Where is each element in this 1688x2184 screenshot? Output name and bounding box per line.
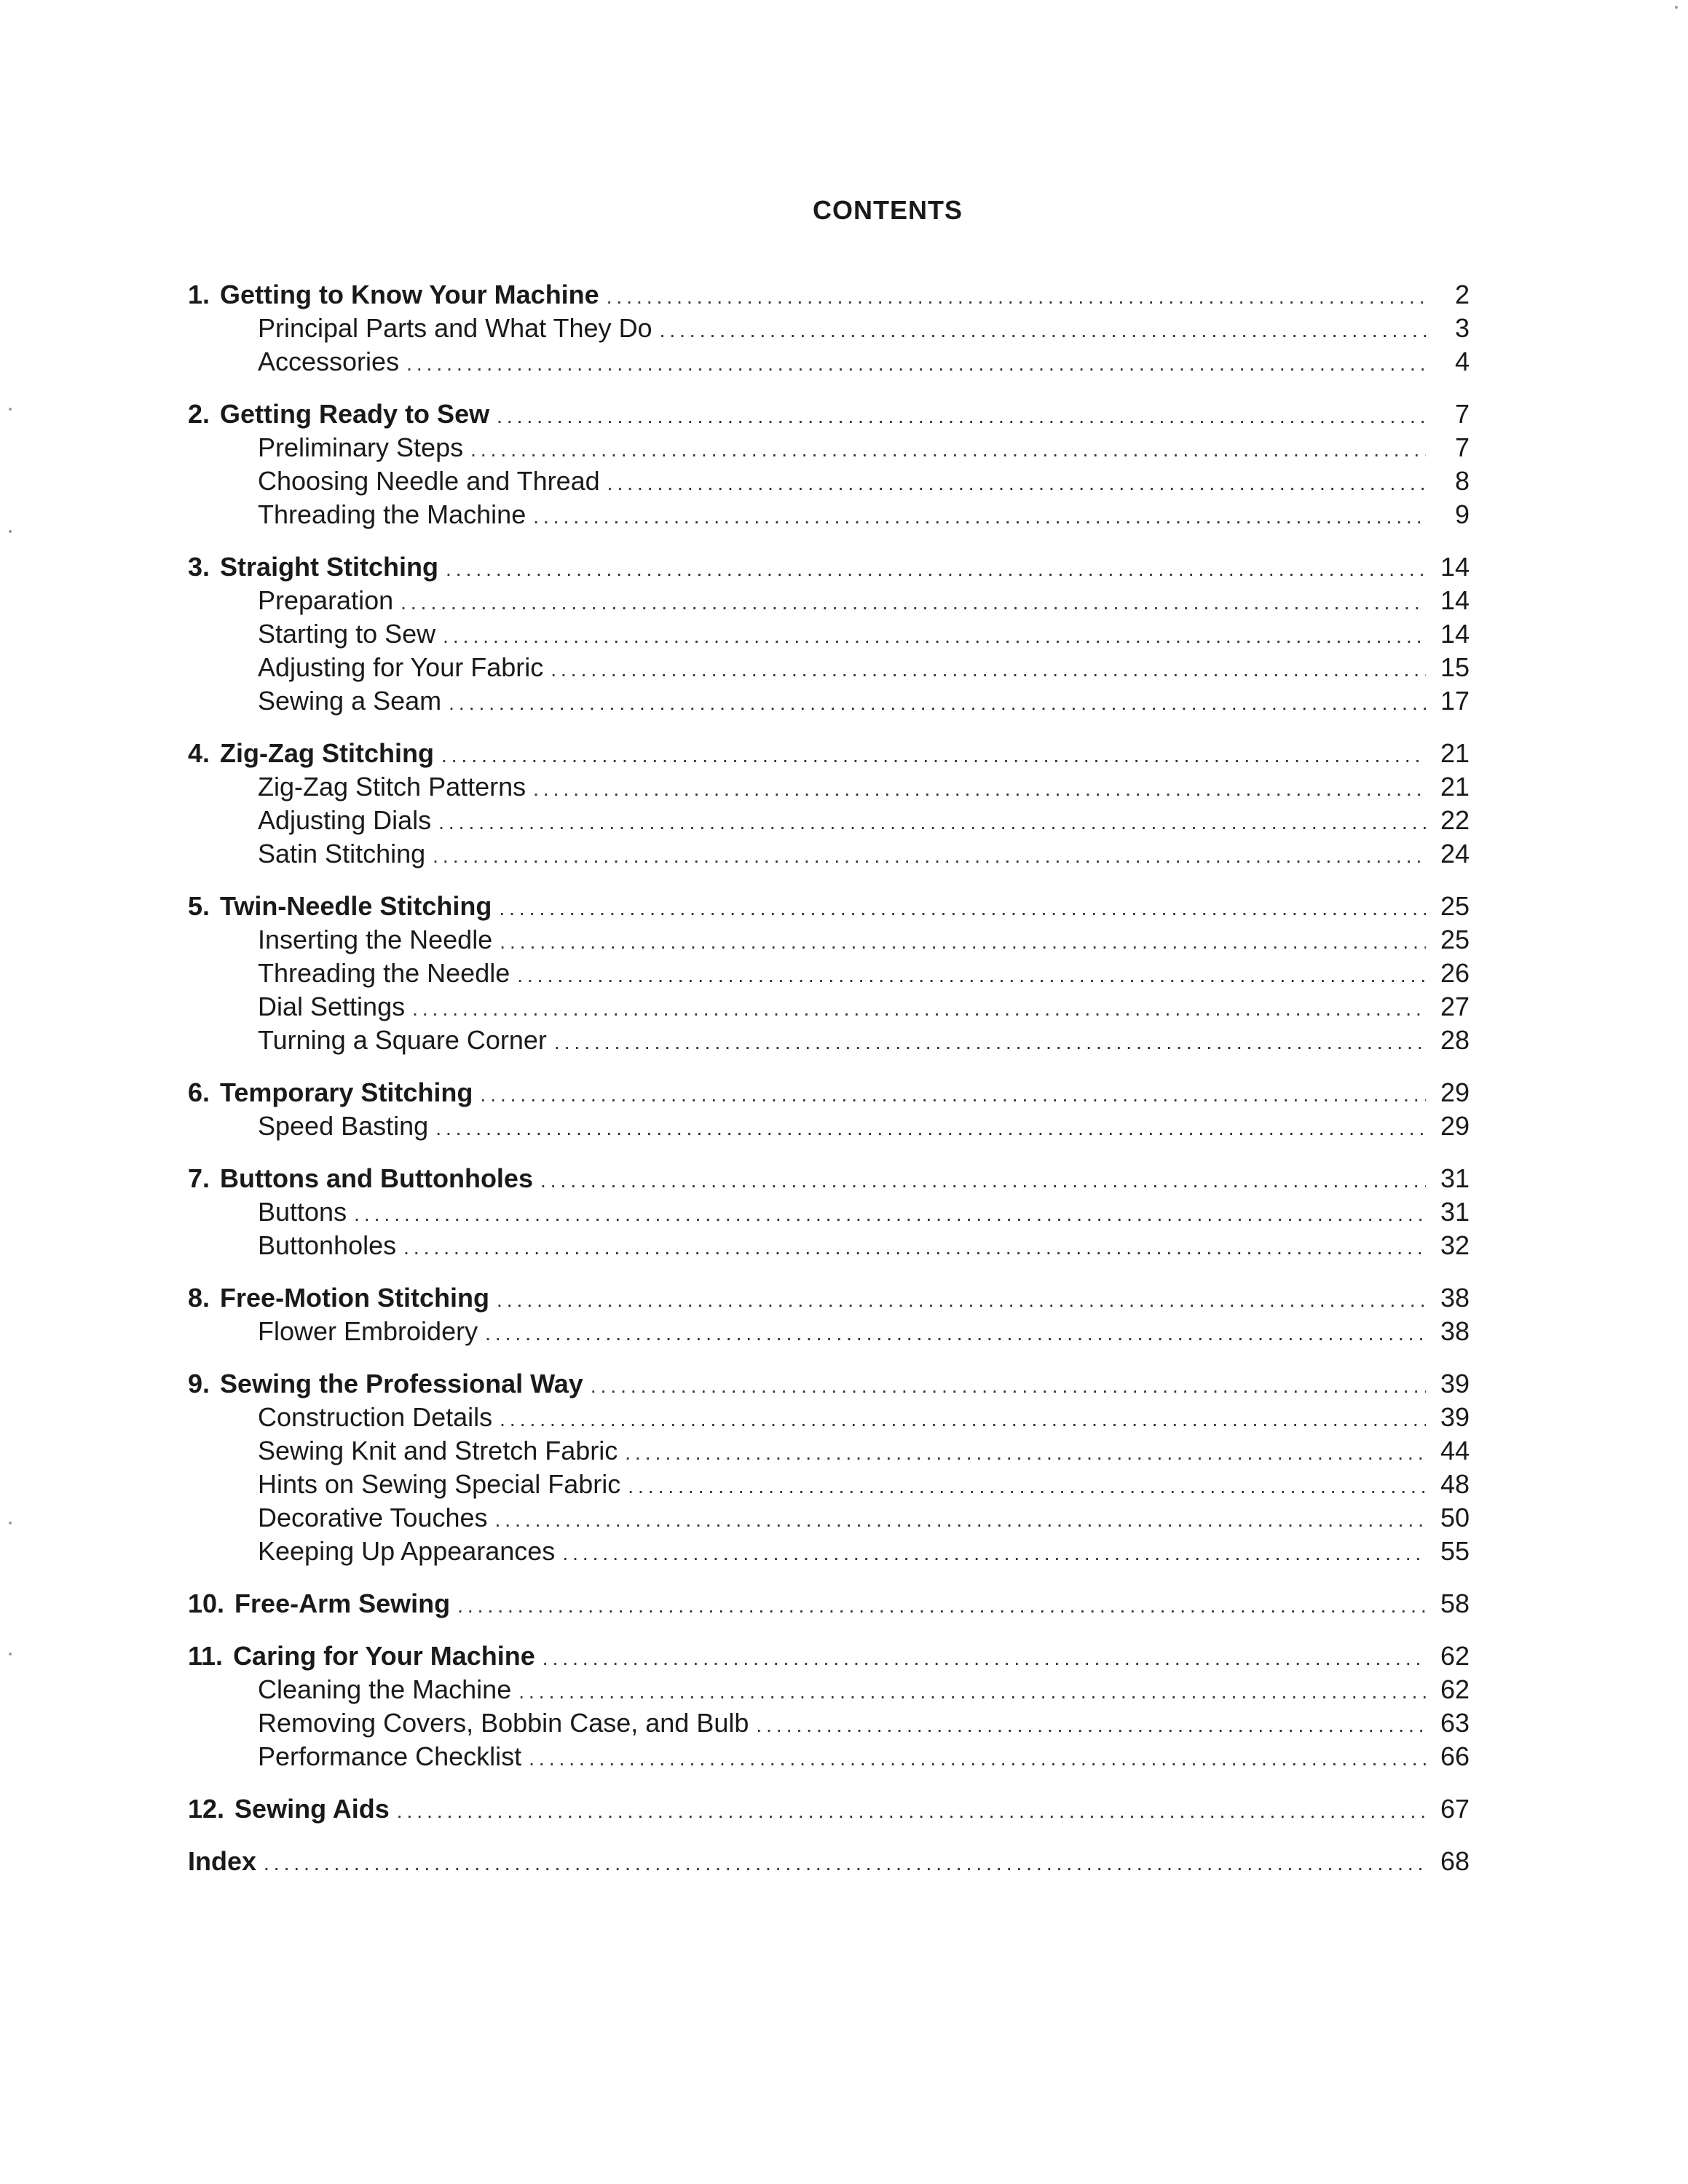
dot-leader — [264, 1847, 1426, 1880]
entry-title: Speed Basting — [258, 1111, 429, 1141]
entry-title: Performance Checklist — [258, 1741, 522, 1771]
toc-section-heading — [188, 1587, 1470, 1621]
page-number: 67 — [1440, 1794, 1470, 1824]
toc-entry — [188, 1501, 1470, 1535]
toc-section-heading — [188, 890, 1470, 923]
toc-section-heading — [188, 278, 1470, 312]
entry-title: Preparation — [258, 585, 394, 615]
dot-leader — [500, 1403, 1426, 1436]
page-number: 55 — [1440, 1536, 1470, 1566]
section-number: 4. — [188, 738, 210, 768]
toc-section-heading — [188, 1792, 1470, 1826]
entry-title: Choosing Needle and Thread — [258, 466, 600, 496]
page-number: 3 — [1454, 313, 1470, 343]
section-title: Getting Ready to Sew — [220, 399, 490, 429]
toc-entry — [188, 431, 1470, 464]
toc-entry — [188, 1024, 1470, 1057]
entry-title: Hints on Sewing Special Fabric — [258, 1469, 621, 1499]
entry-title: Decorative Touches — [258, 1503, 488, 1532]
entry-title: Adjusting for Your Fabric — [258, 652, 544, 682]
section-title: Straight Stitching — [220, 552, 439, 582]
page-number: 14 — [1440, 619, 1470, 649]
dot-leader — [551, 653, 1426, 687]
table-of-contents — [188, 278, 1470, 1897]
section-number: 1. — [188, 280, 210, 309]
dot-leader — [441, 739, 1426, 772]
page-number: 32 — [1440, 1230, 1470, 1260]
toc-entry — [188, 1434, 1470, 1468]
dot-leader — [499, 892, 1426, 925]
entry-title: Starting to Sew — [258, 619, 436, 649]
page-number: 66 — [1440, 1741, 1470, 1771]
scan-speck — [9, 1653, 12, 1655]
section-title: Twin-Needle Stitching — [220, 891, 492, 921]
section-number: 10. — [188, 1588, 225, 1618]
toc-index-row — [188, 1845, 1470, 1878]
page-number: 7 — [1454, 432, 1470, 462]
dot-leader — [403, 1231, 1426, 1265]
section-number: 3. — [188, 552, 210, 582]
entry-title: Dial Settings — [258, 992, 406, 1021]
entry-title: Cleaning the Machine — [258, 1674, 512, 1704]
page-number: 39 — [1440, 1369, 1470, 1398]
page-number: 63 — [1440, 1708, 1470, 1738]
toc-entry — [188, 957, 1470, 990]
dot-leader — [660, 314, 1426, 347]
dot-leader — [543, 1642, 1426, 1675]
page-number: 62 — [1440, 1641, 1470, 1671]
toc-entry — [188, 1401, 1470, 1434]
page-number: 29 — [1440, 1111, 1470, 1141]
page-number: 4 — [1454, 347, 1470, 376]
dot-leader — [480, 1078, 1426, 1112]
toc-index-section — [188, 1845, 1470, 1878]
page-number: 38 — [1440, 1316, 1470, 1346]
dot-leader — [497, 400, 1426, 433]
toc-section-heading — [188, 1281, 1470, 1315]
dot-leader — [433, 839, 1426, 873]
toc-section — [188, 1587, 1470, 1621]
dot-leader — [497, 1283, 1426, 1317]
page-number: 26 — [1440, 958, 1470, 988]
entry-title: Zig-Zag Stitch Patterns — [258, 772, 526, 802]
toc-section — [188, 1076, 1470, 1143]
section-title: Free-Arm Sewing — [234, 1588, 451, 1618]
entry-title: Satin Stitching — [258, 839, 426, 869]
page-title: CONTENTS — [813, 195, 963, 225]
page-number: 25 — [1440, 891, 1470, 921]
index-label: Index — [188, 1846, 257, 1876]
toc-entry — [188, 923, 1470, 957]
entry-title: Accessories — [258, 347, 400, 376]
dot-leader — [470, 433, 1426, 467]
toc-entry — [188, 1315, 1470, 1348]
toc-section — [188, 550, 1470, 718]
toc-entry — [188, 1740, 1470, 1773]
toc-section-heading — [188, 397, 1470, 431]
section-title: Sewing Aids — [234, 1794, 390, 1824]
toc-section — [188, 278, 1470, 379]
page-number: 38 — [1440, 1283, 1470, 1313]
page-number: 27 — [1440, 992, 1470, 1021]
page-number: 62 — [1440, 1674, 1470, 1704]
page-number: 21 — [1440, 738, 1470, 768]
toc-entry — [188, 1229, 1470, 1262]
entry-title: Threading the Needle — [258, 958, 510, 988]
page-number: 29 — [1440, 1077, 1470, 1107]
dot-leader — [625, 1436, 1426, 1470]
page-number: 44 — [1440, 1436, 1470, 1465]
toc-entry — [188, 464, 1470, 498]
section-title: Sewing the Professional Way — [220, 1369, 583, 1398]
page-number: 24 — [1440, 839, 1470, 869]
dot-leader — [457, 1589, 1426, 1623]
page-number: 8 — [1454, 466, 1470, 496]
toc-section-heading — [188, 550, 1470, 584]
dot-leader — [485, 1317, 1426, 1350]
section-number: 8. — [188, 1283, 210, 1313]
entry-title: Buttons — [258, 1197, 347, 1227]
entry-title: Removing Covers, Bobbin Case, and Bulb — [258, 1708, 749, 1738]
entry-title: Flower Embroidery — [258, 1316, 478, 1346]
toc-section-heading — [188, 737, 1470, 770]
toc-entry — [188, 617, 1470, 651]
toc-section — [188, 890, 1470, 1057]
dot-leader — [354, 1198, 1426, 1231]
toc-entry — [188, 312, 1470, 345]
toc-section — [188, 1162, 1470, 1262]
entry-title: Sewing a Seam — [258, 686, 442, 716]
dot-leader — [533, 772, 1426, 806]
section-number: 12. — [188, 1794, 225, 1824]
dot-leader — [443, 620, 1426, 653]
dot-leader — [591, 1369, 1426, 1403]
toc-section-heading — [188, 1367, 1470, 1401]
toc-section-heading — [188, 1162, 1470, 1195]
entry-title: Construction Details — [258, 1402, 493, 1432]
page-number: 22 — [1440, 805, 1470, 835]
toc-entry — [188, 684, 1470, 718]
page-number: 58 — [1440, 1588, 1470, 1618]
dot-leader — [401, 586, 1426, 620]
toc-section — [188, 1639, 1470, 1773]
dot-leader — [562, 1537, 1426, 1570]
toc-entry — [188, 1706, 1470, 1740]
entry-title: Inserting the Needle — [258, 925, 493, 954]
page-number: 39 — [1440, 1402, 1470, 1432]
dot-leader — [607, 467, 1426, 500]
dot-leader — [397, 1795, 1426, 1828]
toc-entry — [188, 584, 1470, 617]
section-title: Temporary Stitching — [220, 1077, 473, 1107]
page-number: 14 — [1440, 552, 1470, 582]
dot-leader — [756, 1709, 1426, 1742]
dot-leader — [529, 1742, 1426, 1776]
scan-speck — [9, 530, 12, 533]
page-number: 68 — [1440, 1846, 1470, 1876]
toc-entry — [188, 1535, 1470, 1568]
section-number: 2. — [188, 399, 210, 429]
dot-leader — [517, 959, 1426, 992]
toc-entry — [188, 345, 1470, 379]
section-number: 9. — [188, 1369, 210, 1398]
dot-leader — [518, 1675, 1426, 1709]
page-number: 25 — [1440, 925, 1470, 954]
dot-leader — [628, 1470, 1426, 1503]
dot-leader — [446, 553, 1426, 586]
page-number: 31 — [1440, 1163, 1470, 1193]
section-title: Free-Motion Stitching — [220, 1283, 489, 1313]
toc-section-heading — [188, 1076, 1470, 1109]
section-title: Getting to Know Your Machine — [220, 280, 599, 309]
section-number: 11. — [188, 1641, 224, 1671]
dot-leader — [533, 500, 1426, 534]
section-number: 6. — [188, 1077, 210, 1107]
toc-section — [188, 1281, 1470, 1348]
scan-speck — [1675, 6, 1678, 9]
entry-title: Principal Parts and What They Do — [258, 313, 652, 343]
dot-leader — [500, 925, 1426, 959]
dot-leader — [554, 1026, 1426, 1059]
entry-title: Sewing Knit and Stretch Fabric — [258, 1436, 618, 1465]
dot-leader — [438, 806, 1426, 839]
toc-entry — [188, 498, 1470, 531]
toc-entry — [188, 1109, 1470, 1143]
toc-entry — [188, 651, 1470, 684]
section-number: 5. — [188, 891, 210, 921]
dot-leader — [449, 687, 1426, 720]
entry-title: Preliminary Steps — [258, 432, 464, 462]
toc-section — [188, 737, 1470, 871]
toc-entry — [188, 837, 1470, 871]
dot-leader — [412, 992, 1426, 1026]
toc-section — [188, 397, 1470, 531]
section-title: Caring for Your Machine — [233, 1641, 535, 1671]
section-title: Zig-Zag Stitching — [220, 738, 434, 768]
page-number: 31 — [1440, 1197, 1470, 1227]
page-number: 48 — [1440, 1469, 1470, 1499]
toc-section-heading — [188, 1639, 1470, 1673]
toc-entry — [188, 1468, 1470, 1501]
section-number: 7. — [188, 1163, 210, 1193]
entry-title: Keeping Up Appearances — [258, 1536, 556, 1566]
page-number: 15 — [1440, 652, 1470, 682]
toc-section — [188, 1367, 1470, 1568]
toc-entry — [188, 1195, 1470, 1229]
page-number: 9 — [1454, 499, 1470, 529]
dot-leader — [540, 1164, 1426, 1198]
toc-entry — [188, 770, 1470, 804]
page-number: 14 — [1440, 585, 1470, 615]
dot-leader — [406, 347, 1426, 381]
page-number: 7 — [1454, 399, 1470, 429]
entry-title: Buttonholes — [258, 1230, 397, 1260]
entry-title: Turning a Square Corner — [258, 1025, 547, 1055]
dot-leader — [495, 1503, 1426, 1537]
dot-leader — [607, 280, 1426, 314]
dot-leader — [435, 1112, 1426, 1145]
page-number: 50 — [1440, 1503, 1470, 1532]
toc-entry — [188, 1673, 1470, 1706]
page-number: 21 — [1440, 772, 1470, 802]
scan-speck — [9, 1522, 12, 1524]
scan-speck — [9, 408, 12, 411]
entry-title: Threading the Machine — [258, 499, 526, 529]
entry-title: Adjusting Dials — [258, 805, 432, 835]
toc-entry — [188, 990, 1470, 1024]
page-number: 17 — [1440, 686, 1470, 716]
section-title: Buttons and Buttonholes — [220, 1163, 533, 1193]
page-number: 28 — [1440, 1025, 1470, 1055]
page-number: 2 — [1454, 280, 1470, 309]
toc-section — [188, 1792, 1470, 1826]
toc-entry — [188, 804, 1470, 837]
